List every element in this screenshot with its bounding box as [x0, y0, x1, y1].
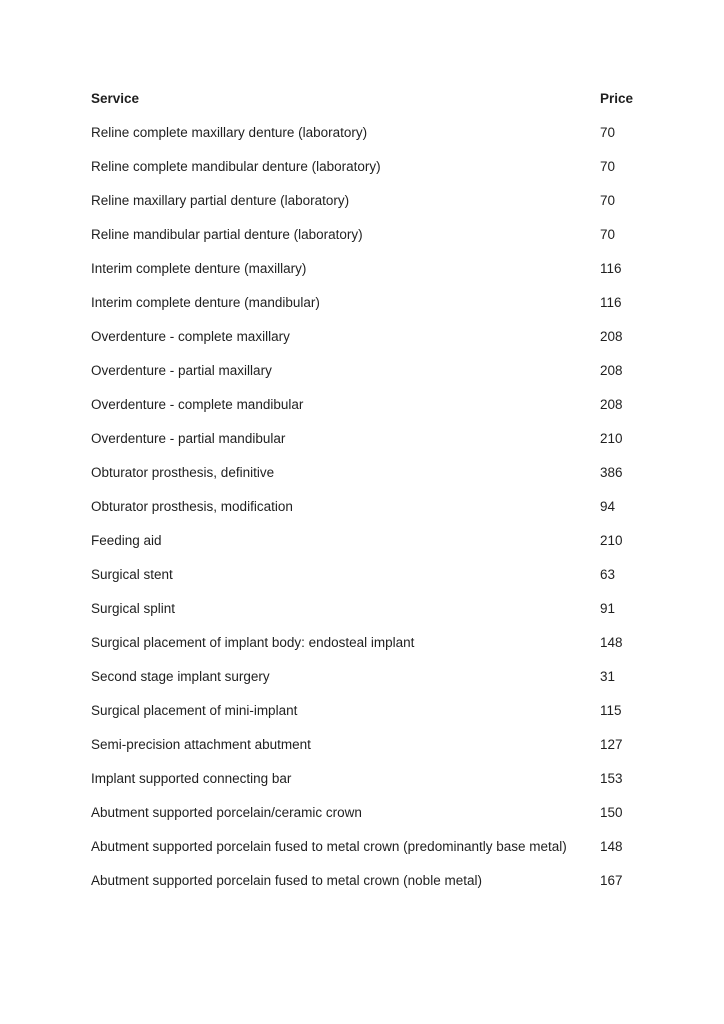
service-name: Overdenture - partial mandibular — [91, 431, 286, 446]
service-price: 63 — [600, 567, 616, 582]
service-column-header: Service — [91, 91, 140, 106]
service-price: 70 — [600, 159, 616, 174]
service-price: 210 — [600, 533, 623, 548]
table-row — [91, 558, 633, 592]
service-price: 116 — [600, 295, 622, 310]
table-row — [91, 694, 633, 728]
table-row — [91, 184, 633, 218]
table-row — [91, 728, 633, 762]
service-price: 153 — [600, 771, 623, 786]
service-name: Implant supported connecting bar — [91, 771, 292, 786]
service-price: 208 — [600, 363, 623, 378]
service-name: Semi-precision attachment abutment — [91, 737, 311, 752]
price-table — [91, 82, 633, 898]
table-row — [91, 422, 633, 456]
service-price: 208 — [600, 397, 623, 412]
table-row — [91, 252, 633, 286]
service-price: 148 — [600, 839, 623, 854]
service-name: Surgical stent — [91, 567, 173, 582]
service-price: 70 — [600, 193, 616, 208]
service-price: 91 — [600, 601, 616, 616]
service-name: Second stage implant surgery — [91, 669, 270, 684]
service-name: Obturator prosthesis, definitive — [91, 465, 275, 480]
table-row — [91, 354, 633, 388]
service-price: 210 — [600, 431, 623, 446]
service-name: Overdenture - partial maxillary — [91, 363, 272, 378]
price-column-header: Price — [600, 91, 634, 106]
service-price: 94 — [600, 499, 616, 514]
service-price: 116 — [600, 261, 622, 276]
service-name: Reline complete mandibular denture (laboratory) — [91, 159, 381, 174]
table-row — [91, 388, 633, 422]
table-row — [91, 218, 633, 252]
service-name: Interim complete denture (maxillary) — [91, 261, 307, 276]
service-price: 115 — [600, 703, 622, 718]
service-price: 127 — [600, 737, 623, 752]
service-name: Overdenture - complete maxillary — [91, 329, 290, 344]
service-price: 150 — [600, 805, 623, 820]
service-price: 70 — [600, 227, 616, 242]
table-row — [91, 626, 633, 660]
service-name: Abutment supported porcelain fused to metal crown (predominantly base metal) — [91, 839, 567, 854]
service-price: 167 — [600, 873, 623, 888]
table-row — [91, 864, 633, 898]
table-row — [91, 116, 633, 150]
service-name: Interim complete denture (mandibular) — [91, 295, 320, 310]
table-body — [91, 116, 633, 898]
service-name: Reline maxillary partial denture (laboratory) — [91, 193, 350, 208]
service-price: 148 — [600, 635, 623, 650]
service-price: 208 — [600, 329, 623, 344]
service-price: 70 — [600, 125, 616, 140]
service-name: Surgical placement of implant body: endosteal implant — [91, 635, 415, 650]
service-price: 386 — [600, 465, 623, 480]
service-price: 31 — [600, 669, 616, 684]
service-name: Surgical placement of mini-implant — [91, 703, 298, 718]
table-row — [91, 456, 633, 490]
service-name: Abutment supported porcelain/ceramic crown — [91, 805, 362, 820]
table-row — [91, 660, 633, 694]
service-name: Obturator prosthesis, modification — [91, 499, 293, 514]
service-name: Reline mandibular partial denture (laboratory) — [91, 227, 363, 242]
table-row — [91, 320, 633, 354]
service-name: Reline complete maxillary denture (laboratory) — [91, 125, 368, 140]
table-row — [91, 830, 633, 864]
table-row — [91, 796, 633, 830]
table-row — [91, 286, 633, 320]
table-row — [91, 762, 633, 796]
service-name: Surgical splint — [91, 601, 176, 616]
service-name: Feeding aid — [91, 533, 162, 548]
table-row — [91, 490, 633, 524]
table-row — [91, 524, 633, 558]
service-name: Abutment supported porcelain fused to metal crown (noble metal) — [91, 873, 482, 888]
table-row — [91, 592, 633, 626]
table-header-row — [91, 82, 633, 116]
table-row — [91, 150, 633, 184]
service-name: Overdenture - complete mandibular — [91, 397, 304, 412]
